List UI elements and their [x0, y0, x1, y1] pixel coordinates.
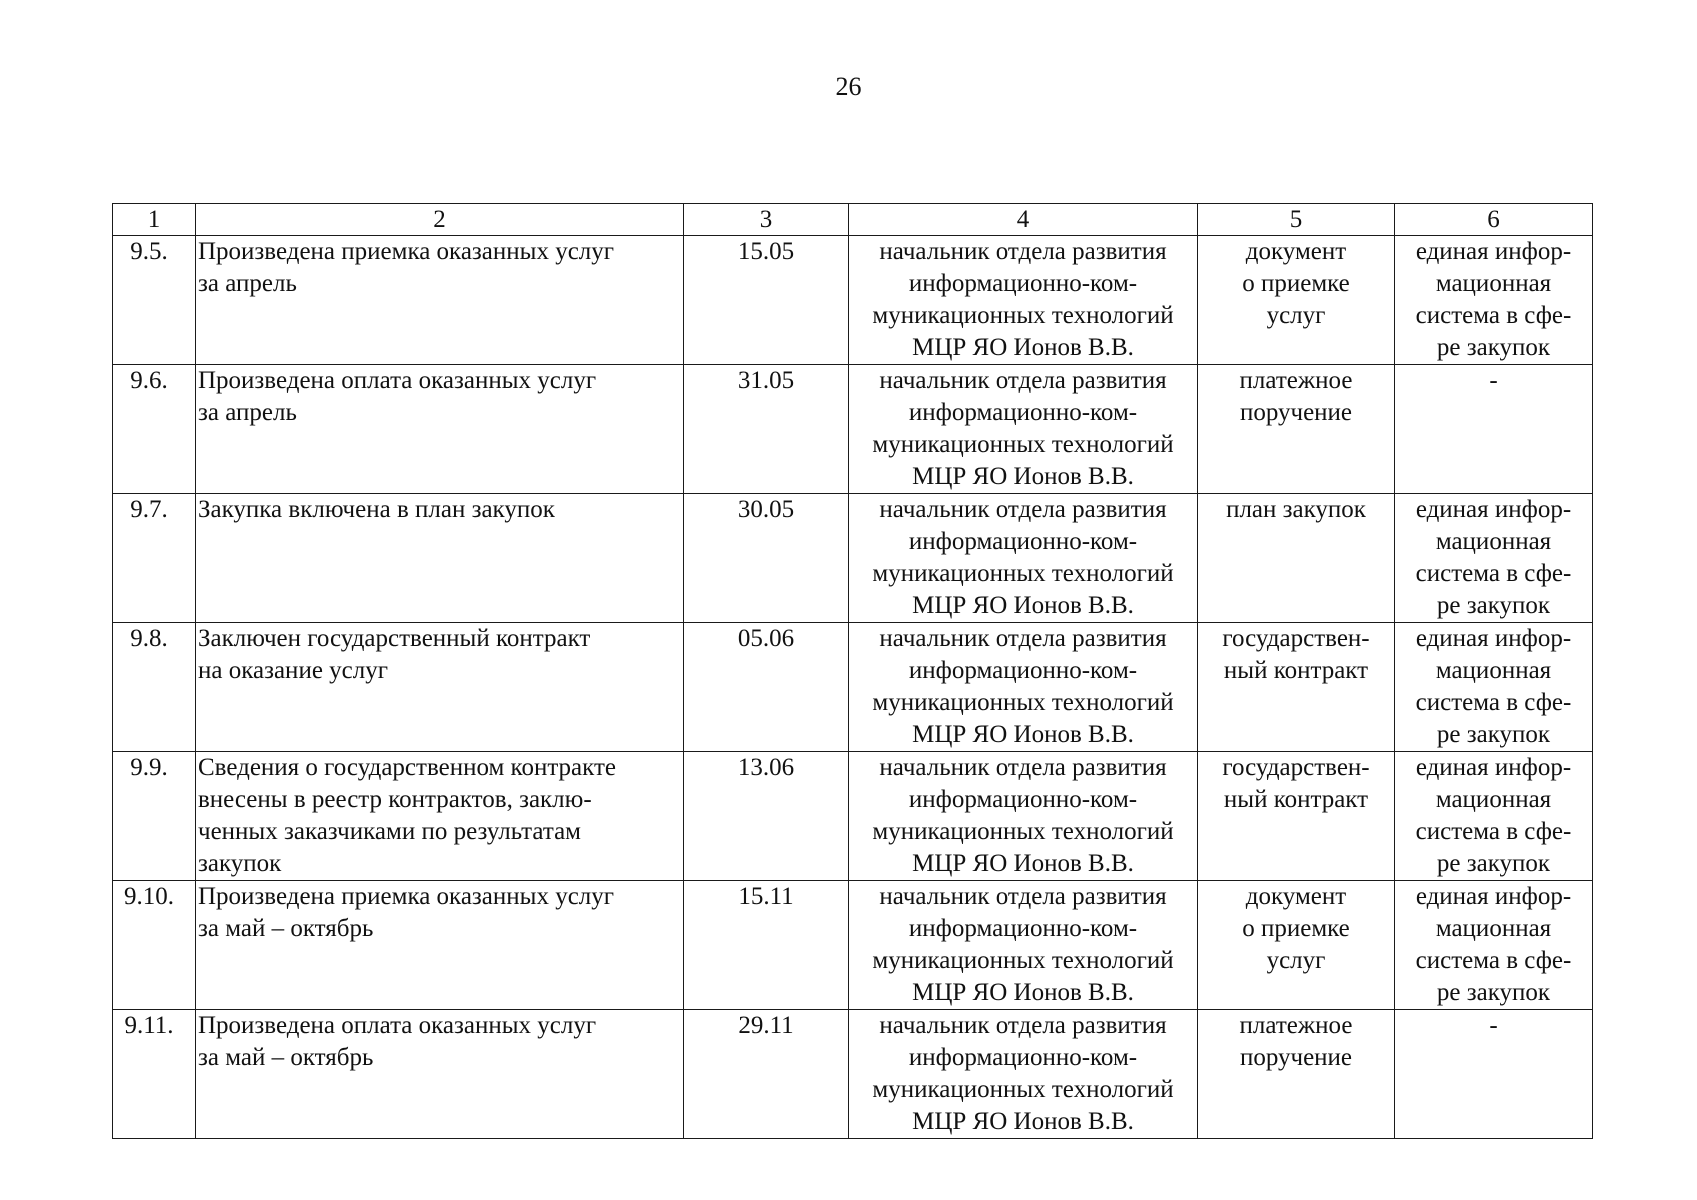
system-line: система в сфе-	[1415, 302, 1572, 329]
date-cell: 15.11	[684, 881, 849, 1010]
system-line: мационная	[1435, 270, 1552, 297]
responsible-line: информационно-ком-	[908, 528, 1138, 555]
date-cell: 29.11	[684, 1010, 849, 1139]
responsible-line: муникационных технологий	[872, 1076, 1174, 1103]
system-line: -	[1489, 1012, 1498, 1039]
document-cell	[1198, 1010, 1395, 1139]
responsible-line: информационно-ком-	[908, 399, 1138, 426]
responsible-line: начальник отдела развития	[879, 367, 1167, 394]
document-line: о приемке	[1242, 915, 1350, 942]
event-cell	[196, 365, 684, 494]
table-row	[113, 623, 1593, 752]
document-line: платежное	[1239, 367, 1353, 394]
responsible-line: МЦР ЯО Ионов В.В.	[912, 1108, 1134, 1135]
system-line: система в сфе-	[1415, 560, 1572, 587]
document-line: ный контракт	[1223, 657, 1369, 684]
responsible-cell	[849, 365, 1198, 494]
responsible-line: начальник отдела развития	[879, 1012, 1167, 1039]
column-header-2: 2	[196, 204, 684, 236]
responsible-line: МЦР ЯО Ионов В.В.	[912, 592, 1134, 619]
system-line: единая инфор-	[1415, 883, 1572, 910]
date-cell: 13.06	[684, 752, 849, 881]
header-row	[113, 204, 1593, 236]
responsible-line: информационно-ком-	[908, 1044, 1138, 1071]
responsible-cell	[849, 1010, 1198, 1139]
event-cell	[196, 623, 684, 752]
responsible-cell	[849, 236, 1198, 365]
document-cell	[1198, 365, 1395, 494]
event-line: Произведена оплата оказанных услуг	[198, 367, 597, 394]
table-row	[113, 881, 1593, 1010]
system-line: -	[1489, 367, 1498, 394]
document-line: план закупок	[1226, 496, 1366, 523]
date-cell: 31.05	[684, 365, 849, 494]
event-line: на оказание услуг	[198, 657, 388, 684]
event-cell	[196, 752, 684, 881]
event-line: Закупка включена в план закупок	[198, 496, 555, 523]
responsible-line: начальник отдела развития	[879, 625, 1167, 652]
table-row	[113, 752, 1593, 881]
responsible-line: начальник отдела развития	[879, 883, 1167, 910]
document-cell	[1198, 623, 1395, 752]
row-number-cell: 9.10.	[113, 881, 196, 1010]
table-row	[113, 494, 1593, 623]
system-line: единая инфор-	[1415, 754, 1572, 781]
event-line: Произведена приемка оказанных услуг	[198, 883, 615, 910]
responsible-line: информационно-ком-	[908, 657, 1138, 684]
date-cell: 05.06	[684, 623, 849, 752]
event-cell	[196, 1010, 684, 1139]
document-line: государствен-	[1222, 754, 1370, 781]
event-line: Сведения о государственном контракте	[198, 754, 616, 781]
row-number-cell: 9.5.	[113, 236, 196, 365]
row-number-cell: 9.9.	[113, 752, 196, 881]
event-line: закупок	[198, 850, 282, 877]
event-line: за май – октябрь	[198, 1044, 374, 1071]
system-line: ре закупок	[1436, 721, 1551, 748]
system-line: единая инфор-	[1415, 238, 1572, 265]
system-line: ре закупок	[1436, 979, 1551, 1006]
system-line: ре закупок	[1436, 850, 1551, 877]
responsible-line: информационно-ком-	[908, 270, 1138, 297]
responsible-line: начальник отдела развития	[879, 496, 1167, 523]
column-header-4: 4	[849, 204, 1198, 236]
system-cell	[1395, 623, 1593, 752]
system-line: единая инфор-	[1415, 625, 1572, 652]
responsible-line: муникационных технологий	[872, 689, 1174, 716]
column-header-5: 5	[1198, 204, 1395, 236]
system-cell	[1395, 752, 1593, 881]
table-row	[113, 365, 1593, 494]
row-number-cell: 9.6.	[113, 365, 196, 494]
document-line: услуг	[1266, 947, 1326, 974]
system-line: мационная	[1435, 786, 1552, 813]
table-row	[113, 1010, 1593, 1139]
document-line: документ	[1245, 883, 1347, 910]
document-line: о приемке	[1242, 270, 1350, 297]
system-line: единая инфор-	[1415, 496, 1572, 523]
document-line: документ	[1245, 238, 1347, 265]
event-line: Заключен государственный контракт	[198, 625, 591, 652]
event-line: Произведена приемка оказанных услуг	[198, 238, 615, 265]
system-line: ре закупок	[1436, 592, 1551, 619]
system-line: мационная	[1435, 657, 1552, 684]
responsible-cell	[849, 752, 1198, 881]
responsible-line: начальник отдела развития	[879, 754, 1167, 781]
event-line: за апрель	[198, 270, 297, 297]
document-line: государствен-	[1222, 625, 1370, 652]
system-line: мационная	[1435, 915, 1552, 942]
responsible-line: МЦР ЯО Ионов В.В.	[912, 850, 1134, 877]
responsible-line: муникационных технологий	[872, 818, 1174, 845]
date-cell: 30.05	[684, 494, 849, 623]
table-body	[113, 236, 1593, 1139]
row-number-cell: 9.8.	[113, 623, 196, 752]
event-line: ченных заказчиками по результатам	[198, 818, 581, 845]
responsible-line: информационно-ком-	[908, 786, 1138, 813]
document-line: поручение	[1239, 1044, 1353, 1071]
system-cell	[1395, 365, 1593, 494]
responsible-line: МЦР ЯО Ионов В.В.	[912, 463, 1134, 490]
event-cell	[196, 881, 684, 1010]
system-line: система в сфе-	[1415, 947, 1572, 974]
responsible-line: МЦР ЯО Ионов В.В.	[912, 721, 1134, 748]
responsible-line: МЦР ЯО Ионов В.В.	[912, 979, 1134, 1006]
system-line: система в сфе-	[1415, 818, 1572, 845]
document-line: ный контракт	[1223, 786, 1369, 813]
system-cell	[1395, 236, 1593, 365]
system-cell	[1395, 494, 1593, 623]
system-cell	[1395, 1010, 1593, 1139]
responsible-line: МЦР ЯО Ионов В.В.	[912, 334, 1134, 361]
responsible-line: муникационных технологий	[872, 947, 1174, 974]
event-cell	[196, 494, 684, 623]
schedule-table	[112, 203, 1593, 1139]
document-cell	[1198, 494, 1395, 623]
system-cell	[1395, 881, 1593, 1010]
system-line: ре закупок	[1436, 334, 1551, 361]
responsible-cell	[849, 623, 1198, 752]
responsible-cell	[849, 494, 1198, 623]
column-header-1: 1	[113, 204, 196, 236]
responsible-cell	[849, 881, 1198, 1010]
table-row	[113, 236, 1593, 365]
event-cell	[196, 236, 684, 365]
responsible-line: муникационных технологий	[872, 431, 1174, 458]
date-cell: 15.05	[684, 236, 849, 365]
document-line: услуг	[1266, 302, 1326, 329]
page-number: 26	[835, 72, 862, 101]
document-line: платежное	[1239, 1012, 1353, 1039]
event-line: за май – октябрь	[198, 915, 374, 942]
event-line: внесены в реестр контрактов, заклю-	[198, 786, 592, 813]
system-line: система в сфе-	[1415, 689, 1572, 716]
document-cell	[1198, 881, 1395, 1010]
responsible-line: муникационных технологий	[872, 302, 1174, 329]
event-line: Произведена оплата оказанных услуг	[198, 1012, 597, 1039]
responsible-line: информационно-ком-	[908, 915, 1138, 942]
column-header-3: 3	[684, 204, 849, 236]
event-line: за апрель	[198, 399, 297, 426]
system-line: мационная	[1435, 528, 1552, 555]
column-header-6: 6	[1395, 204, 1593, 236]
row-number-cell: 9.7.	[113, 494, 196, 623]
row-number-cell: 9.11.	[113, 1010, 196, 1139]
document-line: поручение	[1239, 399, 1353, 426]
responsible-line: начальник отдела развития	[879, 238, 1167, 265]
document-cell	[1198, 752, 1395, 881]
responsible-line: муникационных технологий	[872, 560, 1174, 587]
document-cell	[1198, 236, 1395, 365]
